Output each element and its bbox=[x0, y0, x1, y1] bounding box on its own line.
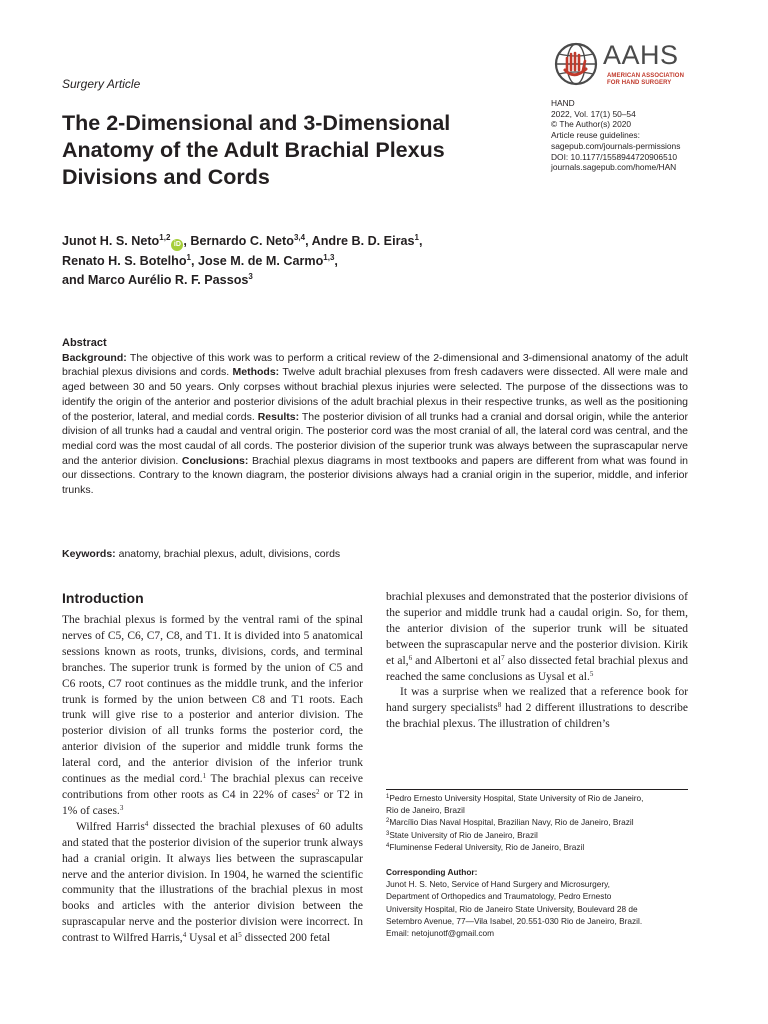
methods-text: Twelve adult brachial plexuses from fresh cadavers were dissected. All were male and aged between 30 and 50 years. Only corpses without brachial plexus injuries were selected. The purpose of the dissections was to identify the origin of the anterior and posterior divisions of the adult brachial plexus in their respective trunks, as well as the positioning of the posterior, lateral, and medial cords. bbox=[62, 366, 688, 423]
author-sep: , bbox=[334, 253, 338, 268]
journal-info bbox=[551, 98, 680, 173]
author-affil: 1 bbox=[414, 233, 419, 242]
text-run: dissected 200 fetal bbox=[241, 932, 331, 945]
affil-text: Fluminense Federal University, Rio de Janeiro, Brazil bbox=[389, 841, 585, 852]
text-run: reference bbox=[596, 686, 644, 699]
text-run: the bbox=[386, 606, 401, 619]
abstract bbox=[62, 336, 688, 498]
affiliation-2 bbox=[386, 816, 688, 828]
text-run: be bbox=[626, 622, 645, 635]
text-run: brachial bbox=[400, 718, 440, 731]
affil-number: 4 bbox=[386, 842, 390, 849]
author-list bbox=[62, 232, 422, 291]
citation-ref[interactable]: 4 bbox=[182, 931, 187, 940]
text-run: The bbox=[475, 718, 497, 731]
aahs-logo bbox=[552, 40, 702, 96]
affil-text: Marcílio Dias Naval Hospital, Brazilian Navy, Rio de Janeiro, Brazil bbox=[389, 817, 634, 828]
text-run: situated bbox=[645, 622, 688, 635]
text-run: of bbox=[675, 591, 688, 603]
text-run: superior bbox=[400, 606, 442, 619]
text-run: Kirik bbox=[660, 638, 688, 651]
affiliation-1 bbox=[386, 792, 688, 804]
citation-ref[interactable]: 5 bbox=[238, 931, 242, 940]
text-run: et bbox=[386, 654, 395, 667]
text-run: of bbox=[487, 622, 505, 635]
author-sep: , bbox=[418, 234, 423, 248]
affil-number: 2 bbox=[386, 818, 390, 825]
text-run: a bbox=[429, 686, 439, 699]
text-run: also bbox=[504, 654, 527, 667]
text-run: plexus bbox=[635, 654, 669, 667]
author-line-2 bbox=[62, 252, 422, 272]
logo-sub-line1: AMERICAN ASSOCIATION bbox=[607, 73, 684, 79]
author-line-3 bbox=[62, 271, 422, 291]
intro-paragraph-2-cont bbox=[386, 590, 688, 685]
text-run: and bbox=[441, 606, 462, 619]
globe-hand-icon bbox=[552, 40, 600, 88]
text-run: posterior bbox=[587, 591, 632, 603]
text-run: trunk bbox=[497, 606, 526, 619]
text-run: nerve bbox=[507, 638, 537, 651]
affil-text: State University of Rio de Janeiro, Brazil bbox=[389, 829, 538, 840]
text-run: caudal bbox=[554, 606, 589, 619]
text-run: and bbox=[536, 638, 557, 651]
corresponding-line: University Hospital, Rio de Janeiro State University, Boulevard 28 de bbox=[386, 903, 638, 914]
journal-copyright: © The Author(s) 2020 bbox=[551, 119, 632, 130]
corresponding-line: Junot H. S. Neto, Service of Hand Surgery and Microsurgery, bbox=[386, 879, 610, 890]
journal-volume: 2022, Vol. 17(1) 50–54 bbox=[551, 108, 636, 119]
text-run: to bbox=[632, 702, 646, 715]
text-run: and bbox=[412, 654, 432, 667]
results-text: The posterior division of all trunks had a cranial and dorsal origin, while the anterior division of all trunks had a caudal and ventral origin. The posterior cord was the most cranial of all, the lateral cord was central, and the medial cord was the most caudal of all cords. The posterior division of the superior trunk was always between the suprascapular nerve and the anterior division. bbox=[62, 410, 688, 467]
citation-ref[interactable]: 4 bbox=[144, 819, 149, 828]
text-run: book bbox=[643, 686, 671, 699]
article-type: Surgery Article bbox=[62, 77, 141, 91]
affil-number: 1 bbox=[386, 794, 390, 800]
text-run: specialists bbox=[446, 702, 498, 715]
corresponding-line: Setembro Avenue, 77—Vila Isabel, 20.551-030 Rio de Janeiro, Brazil. bbox=[386, 915, 643, 926]
text-run: was bbox=[407, 686, 430, 699]
text-run: reached bbox=[386, 670, 422, 683]
affil-number: 3 bbox=[386, 830, 390, 837]
conclusions-text: Brachial plexus diagrams in most textbooks and papers are different from what was found in our dissections. Contrary to the known diagram, the posterior divisions always had a cranial origin in the superior, middle, and inferior trunks. bbox=[62, 454, 688, 497]
text-run: the bbox=[570, 591, 588, 603]
journal-reuse: Article reuse guidelines: bbox=[551, 130, 640, 141]
corresponding-line: Department of Orthopedics and Traumatology, Pedro Ernesto bbox=[386, 891, 612, 902]
author-affil: 3 bbox=[248, 272, 253, 281]
corresponding-email[interactable]: Email: netojunotf@gmail.com bbox=[386, 928, 495, 939]
text-run: the bbox=[424, 638, 442, 651]
author-line-1 bbox=[62, 232, 422, 252]
text-run: anterior bbox=[400, 622, 444, 635]
left-column bbox=[62, 613, 363, 947]
text-run: the bbox=[386, 718, 401, 731]
title-line-2: Anatomy of the Adult Brachial Plexus bbox=[62, 138, 445, 162]
text-run: that bbox=[565, 686, 588, 699]
text-run: divisions bbox=[631, 591, 676, 603]
results-label: Results: bbox=[257, 410, 300, 423]
orcid-icon[interactable]: iD bbox=[171, 239, 183, 251]
text-run: hand bbox=[386, 702, 409, 715]
text-run: et bbox=[564, 670, 576, 683]
text-run: Albertoni bbox=[431, 654, 479, 667]
text-run: al bbox=[489, 654, 502, 667]
text-run: same bbox=[438, 670, 466, 683]
journal-permissions-link[interactable]: sagepub.com/journals-permissions bbox=[551, 140, 681, 151]
text-run: brachial bbox=[386, 591, 424, 603]
abstract-heading: Abstract bbox=[62, 337, 107, 349]
text-run: illustration bbox=[496, 718, 550, 731]
text-run: realized bbox=[525, 686, 566, 699]
methods-label: Methods: bbox=[232, 366, 280, 379]
text-run: the bbox=[421, 670, 439, 683]
text-run: The brachial plexus can receive contributions from other roots as C4 in 22% of cases bbox=[62, 773, 363, 801]
text-run: the bbox=[556, 638, 574, 651]
author-name: , Bernardo C. Neto bbox=[183, 234, 294, 248]
author-affil: 3,4 bbox=[293, 233, 306, 242]
text-run: dissected the brachial plexuses of 60 adults and stated that the posterior division of the superior trunk always had a cranial origin. It always lies between the suprascapular nerve and the anterior division. In 1904, he warned the scientific community that the illustrations of the brachial plexus in most books and articles with the anterior division between the suprascapular nerve and the posterior division were incorrect. In contrast to Wilfred Harris, bbox=[62, 820, 363, 945]
right-column bbox=[386, 590, 688, 733]
text-run: and bbox=[465, 591, 486, 603]
citation-ref[interactable]: 8 bbox=[497, 701, 502, 710]
text-run: and bbox=[668, 654, 688, 667]
text-run: et bbox=[478, 654, 490, 667]
intro-paragraph-3-cont bbox=[386, 685, 688, 733]
conclusions-label: Conclusions: bbox=[181, 454, 249, 467]
citation-ref[interactable]: 7 bbox=[501, 653, 505, 662]
text-run: suprascapular bbox=[441, 638, 508, 651]
affil-text: Rio de Janeiro, Brazil bbox=[386, 805, 465, 816]
text-run: brachial bbox=[595, 654, 636, 667]
text-run: It bbox=[400, 686, 408, 699]
journal-name: HAND bbox=[551, 98, 575, 108]
text-run: origin. bbox=[588, 606, 623, 619]
text-run: had bbox=[501, 702, 522, 715]
intro-paragraph-1 bbox=[62, 613, 363, 820]
text-run: had bbox=[525, 606, 546, 619]
text-run: plexuses bbox=[423, 591, 466, 603]
author-name: Junot H. S. Neto bbox=[62, 234, 160, 248]
text-run: a bbox=[545, 606, 555, 619]
introduction-heading: Introduction bbox=[62, 590, 144, 606]
text-run: illustrations bbox=[574, 702, 633, 715]
text-run: division bbox=[443, 622, 488, 635]
text-run: surgery bbox=[408, 702, 447, 715]
background-label: Background: bbox=[62, 351, 127, 364]
author-affil: 1,3 bbox=[323, 252, 335, 262]
text-run: superior bbox=[525, 622, 571, 635]
text-run: the bbox=[386, 622, 401, 635]
corresponding-author bbox=[386, 866, 688, 939]
text-run: describe bbox=[645, 702, 688, 715]
title-line-3: Divisions and Cords bbox=[62, 165, 270, 189]
text-run: plexus. bbox=[439, 718, 476, 731]
citation-ref[interactable]: 6 bbox=[408, 653, 413, 662]
text-run: will bbox=[601, 622, 627, 635]
author-name: Renato H. S. Botelho bbox=[62, 253, 187, 268]
affiliation-3 bbox=[386, 829, 688, 841]
text-run: as bbox=[522, 670, 535, 683]
text-run: fetal bbox=[571, 654, 595, 667]
corresponding-heading: Corresponding Author: bbox=[386, 867, 478, 877]
logo-sub-line2: FOR HAND SURGERY bbox=[607, 80, 672, 86]
text-run: or T2 in 1% of cases. bbox=[62, 788, 363, 817]
text-run: dissected bbox=[526, 654, 572, 667]
citation-ref[interactable]: 5 bbox=[589, 669, 594, 678]
text-run: of bbox=[549, 718, 562, 731]
affiliation-4 bbox=[386, 841, 688, 853]
intro-paragraph-2 bbox=[62, 820, 363, 947]
author-name: , Jose M. de M. Carmo bbox=[191, 253, 324, 268]
text-run: the bbox=[504, 622, 526, 635]
article-title bbox=[62, 110, 502, 191]
keywords-text: anatomy, brachial plexus, adult, divisions, cords bbox=[115, 548, 341, 560]
keywords bbox=[62, 548, 340, 560]
text-run: conclusions bbox=[465, 670, 523, 683]
text-run: division. bbox=[617, 638, 661, 651]
text-run: posterior bbox=[573, 638, 618, 651]
title-line-1: The 2-Dimensional and 3-Dimensional bbox=[62, 111, 451, 135]
text-run: al, bbox=[394, 654, 409, 667]
abstract-body bbox=[62, 351, 688, 498]
text-run: when bbox=[478, 686, 508, 699]
journal-doi[interactable]: DOI: 10.1177/1558944720906510 bbox=[551, 151, 678, 162]
author-affil: 1,2 bbox=[159, 233, 171, 242]
affiliation-1-cont bbox=[386, 804, 688, 816]
text-run: children’s bbox=[561, 718, 610, 731]
citation-ref[interactable]: 1 bbox=[202, 772, 207, 781]
text-run: Wilfred Harris bbox=[76, 820, 145, 833]
text-run: al. bbox=[575, 670, 590, 683]
footnote-divider bbox=[386, 789, 688, 790]
citation-ref[interactable]: 3 bbox=[119, 803, 124, 812]
author-name: , Andre B. D. Eiras bbox=[305, 234, 415, 248]
text-run: we bbox=[507, 686, 526, 699]
text-run: between bbox=[386, 638, 425, 651]
citation-ref[interactable]: 2 bbox=[315, 787, 320, 796]
logo-name: AAHS bbox=[603, 40, 679, 70]
text-run: surprise bbox=[438, 686, 479, 699]
text-run: for bbox=[641, 606, 659, 619]
affil-text: Pedro Ernesto University Hospital, State University of Rio de Janeiro, bbox=[389, 793, 644, 803]
author-affil: 1 bbox=[186, 252, 191, 262]
author-name: and Marco Aurélio R. F. Passos bbox=[62, 273, 249, 287]
text-run: Uysal bbox=[534, 670, 565, 683]
text-run: them, bbox=[658, 606, 688, 619]
text-run: for bbox=[670, 686, 688, 699]
text-run: 2 bbox=[521, 702, 532, 715]
affiliations bbox=[386, 792, 688, 853]
keywords-label: Keywords: bbox=[62, 548, 116, 560]
text-run: trunk bbox=[570, 622, 602, 635]
background-text: The objective of this work was to perform a critical review of the 2-dimensional and 3-dimensional anatomy of the adult brachial plexus divisions and cords. bbox=[62, 351, 688, 379]
text-run: a bbox=[587, 686, 597, 699]
text-run: The brachial plexus is formed by the ventral rami of the spinal nerves of C5, C6, C7, C8, and T1. It is divided into 5 anatomical sessions known as roots, trunks, divisions, cords, and terminal branches. The superior trunk is formed by the union of C5 and C6 roots, C7 root continues as the middle trunk, and the inferior trunk is formed by the union between C8 and T1 roots. Each trunk will give rise to a posterior and anterior division. The posterior division of all trunks forms the posterior cord, the anterior division of the superior and middle trunk forms the lateral cord, and the anterior division of the inferior trunk continues as the medial cord. bbox=[62, 614, 363, 786]
text-run: demonstrated bbox=[485, 591, 551, 603]
text-run: So, bbox=[622, 606, 642, 619]
text-run: Uysal et al bbox=[186, 932, 239, 945]
text-run: that bbox=[550, 591, 571, 603]
text-run: different bbox=[531, 702, 575, 715]
journal-home-link[interactable]: journals.sagepub.com/home/HAN bbox=[551, 162, 677, 173]
text-run: middle bbox=[461, 606, 498, 619]
